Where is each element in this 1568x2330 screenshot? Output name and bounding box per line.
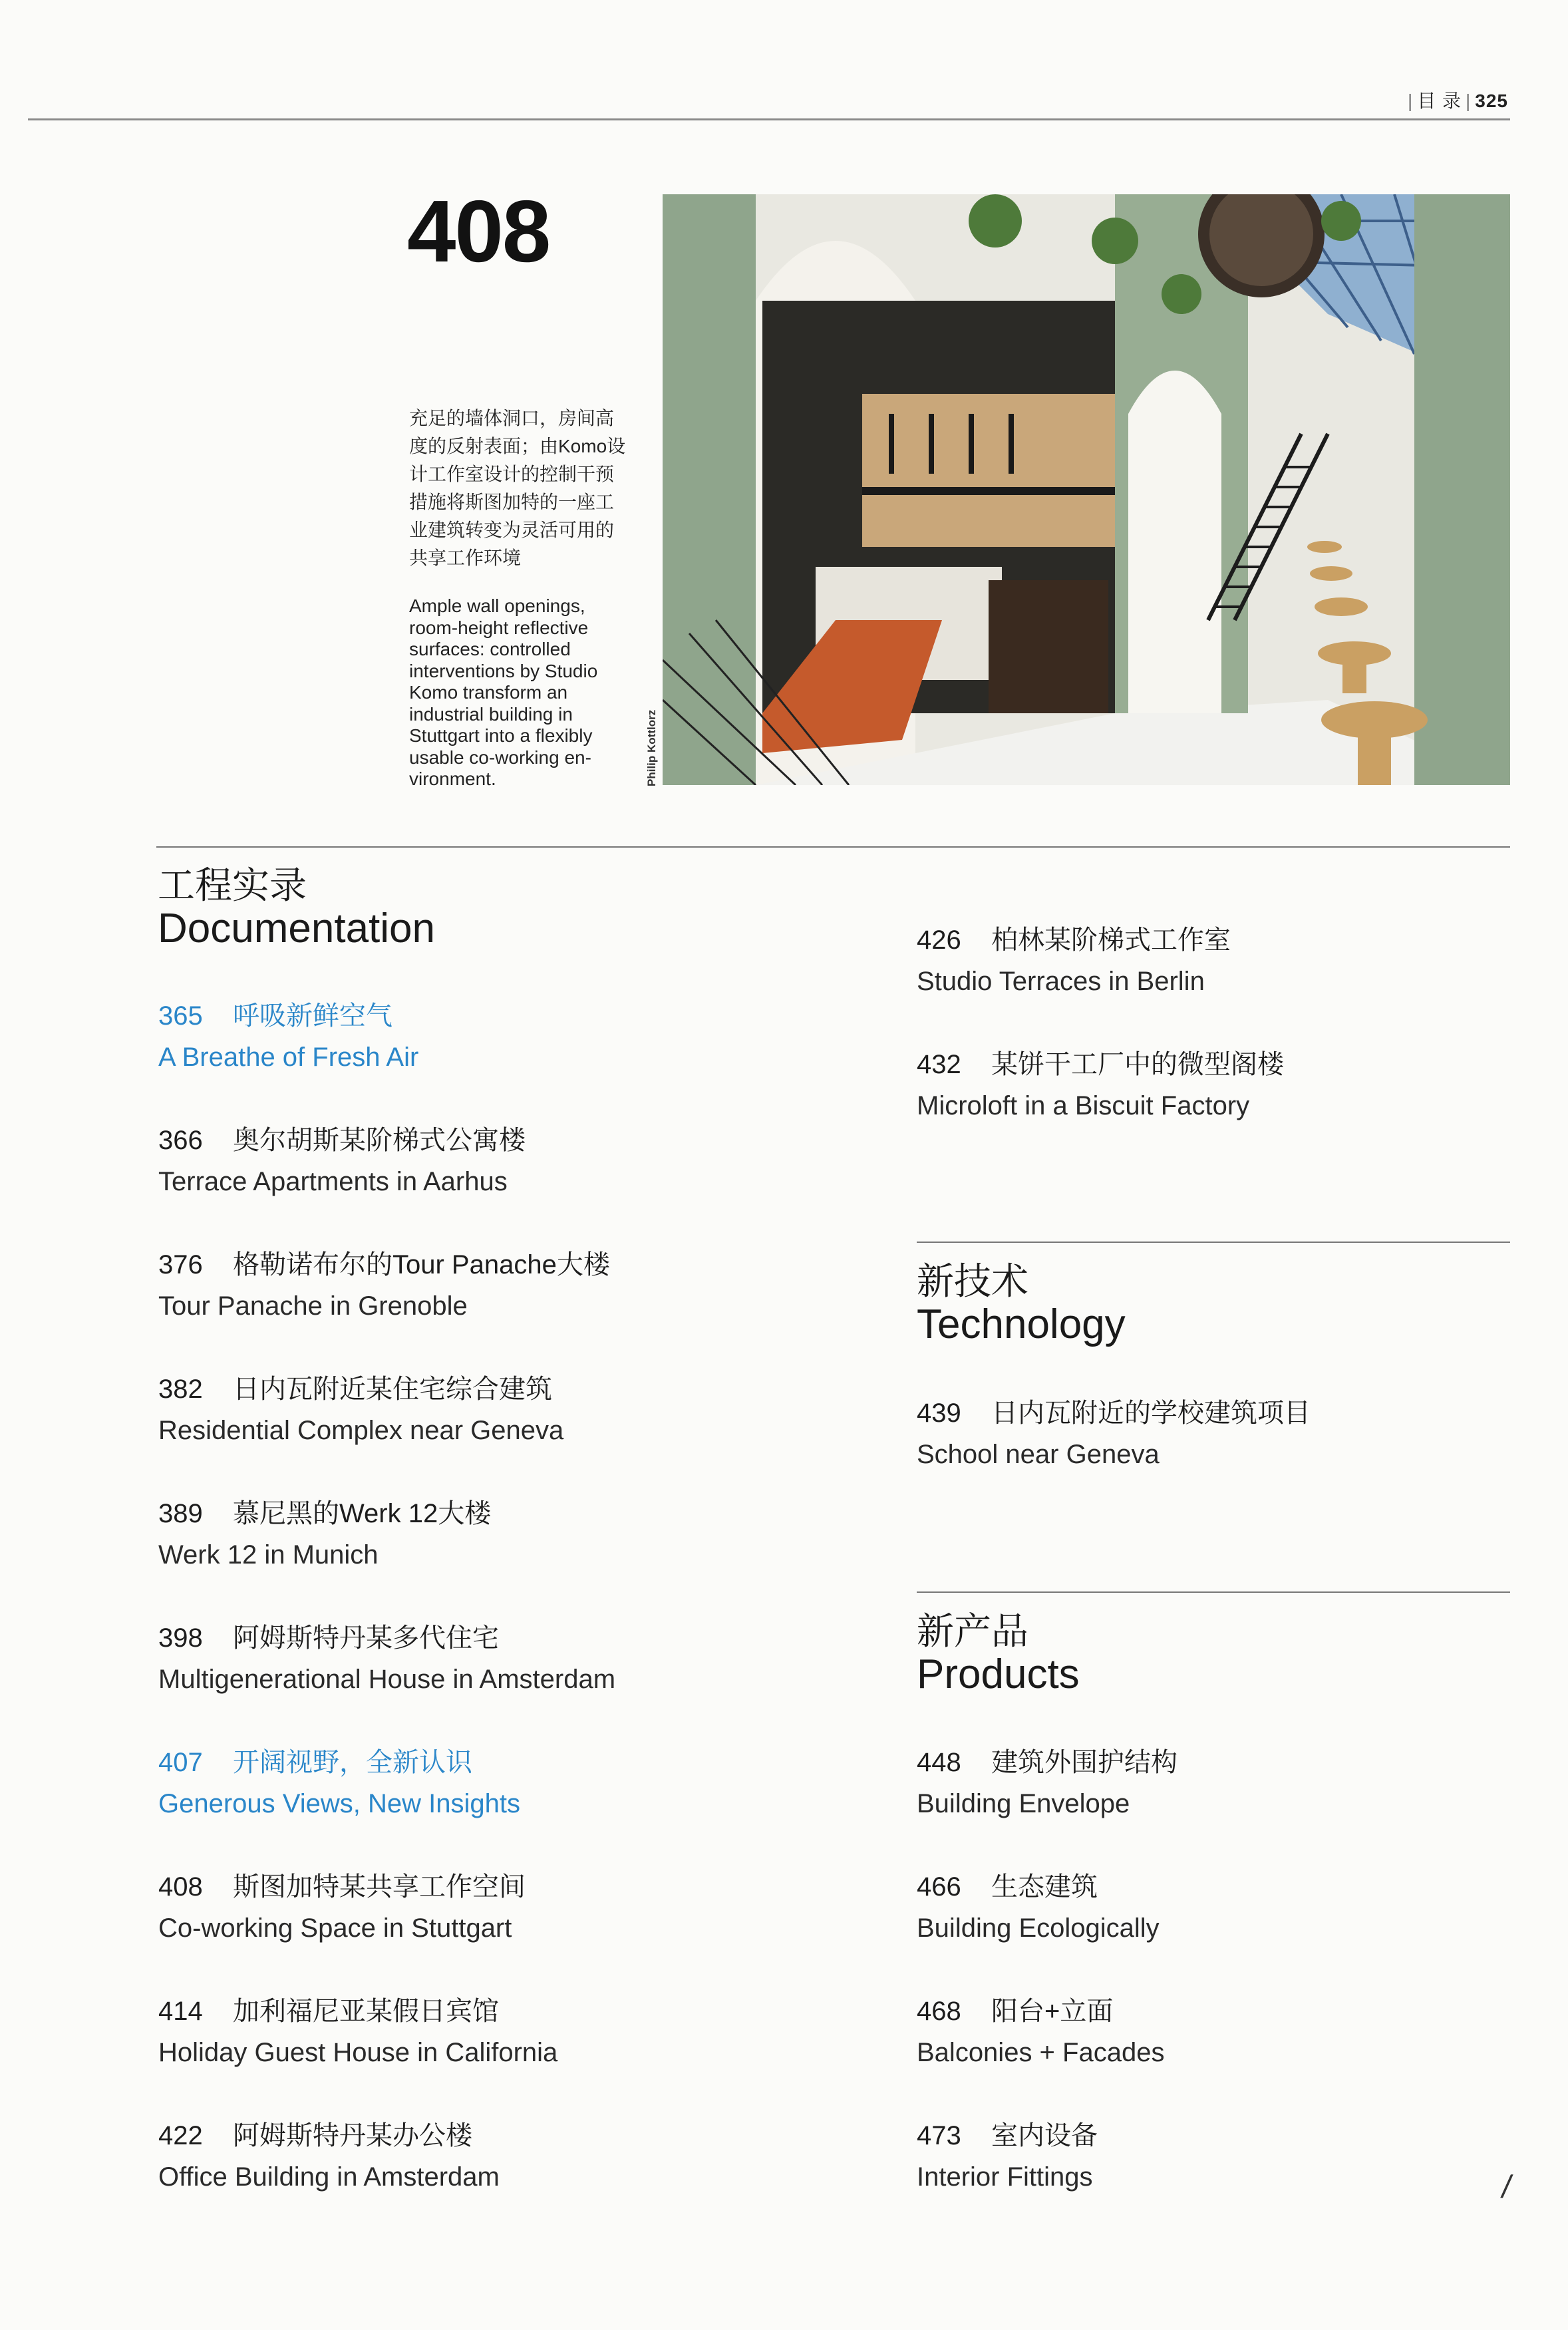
documentation-title-cn: 工程实录 — [158, 864, 307, 906]
technology-title-en: Technology — [917, 1301, 1126, 1347]
toc-entry[interactable]: 426 柏林某阶梯式工作室 Studio Terraces in Berlin — [917, 925, 1231, 996]
toc-entry[interactable]: 422 阿姆斯特丹某办公楼 Office Building in Amsterdam — [158, 2121, 500, 2192]
technology-title-cn: 新技术 — [917, 1260, 1028, 1302]
header-rule — [28, 118, 1510, 120]
toc-entry[interactable]: 408 斯图加特某共享工作空间 Co-working Space in Stuttgart — [158, 1872, 526, 1943]
products-title-en: Products — [917, 1651, 1080, 1697]
toc-entry[interactable]: 389 慕尼黑的Werk 12大楼 Werk 12 in Munich — [158, 1499, 492, 1570]
toc-entry[interactable]: 432 某饼干工厂中的微型阁楼 Microloft in a Biscuit Factory — [917, 1050, 1284, 1120]
feature-photo — [663, 194, 1510, 785]
photo-credit: Philip Kottlorz — [645, 709, 658, 786]
section-rule — [917, 1242, 1510, 1243]
section-rule — [917, 1591, 1510, 1593]
toc-entry[interactable]: 473 室内设备 Interior Fittings — [917, 2121, 1098, 2192]
feature-caption-en: Ample wall openings, room-height reflective surfaces: controlled interventions by Studio Komo transform an industrial building in Stuttgart into a flexibly usable co-working en-vironment. — [409, 595, 598, 789]
toc-entry[interactable]: 468 阳台+立面 Balconies + Facades — [917, 1997, 1165, 2067]
toc-entry[interactable]: 439 日内瓦附近的学校建筑项目 School near Geneva — [917, 1399, 1311, 1469]
toc-entry[interactable]: 376 格勒诺布尔的Tour Panache大楼 Tour Panache in Grenoble — [158, 1250, 610, 1321]
header-section: 目 录 — [1417, 90, 1462, 111]
toc-entry[interactable]: 382 日内瓦附近某住宅综合建筑 Residential Complex near Geneva — [158, 1375, 564, 1445]
toc-entry[interactable]: 414 加利福尼亚某假日宾馆 Holiday Guest House in California — [158, 1997, 558, 2067]
toc-entry[interactable]: 448 建筑外围护结构 Building Envelope — [917, 1748, 1177, 1818]
feature-number: 408 — [407, 182, 550, 280]
toc-entry[interactable]: 466 生态建筑 Building Ecologically — [917, 1872, 1160, 1943]
toc-entry[interactable]: 366 奥尔胡斯某阶梯式公寓楼 Terrace Apartments in Aarhus — [158, 1126, 526, 1196]
toc-entry[interactable]: 407 开阔视野，全新认识 Generous Views, New Insights — [158, 1748, 520, 1818]
page-mark: / — [1499, 2170, 1515, 2205]
page-header: | 目 录 | 325 — [1407, 90, 1508, 111]
toc-entry[interactable]: 365 呼吸新鲜空气 A Breathe of Fresh Air — [158, 1001, 419, 1072]
page-number: 325 — [1475, 90, 1508, 111]
products-title-cn: 新产品 — [917, 1610, 1028, 1652]
toc-entry[interactable]: 398 阿姆斯特丹某多代住宅 Multigenerational House in Amsterdam — [158, 1623, 616, 1694]
section-rule — [156, 846, 1510, 848]
feature-caption-cn: 充足的墙体洞口，房间高度的反射表面；由Komo设计工作室设计的控制干预措施将斯图加特的一座工业建筑转变为灵活可用的共享工作环境 — [409, 408, 626, 568]
documentation-title-en: Documentation — [158, 906, 436, 951]
